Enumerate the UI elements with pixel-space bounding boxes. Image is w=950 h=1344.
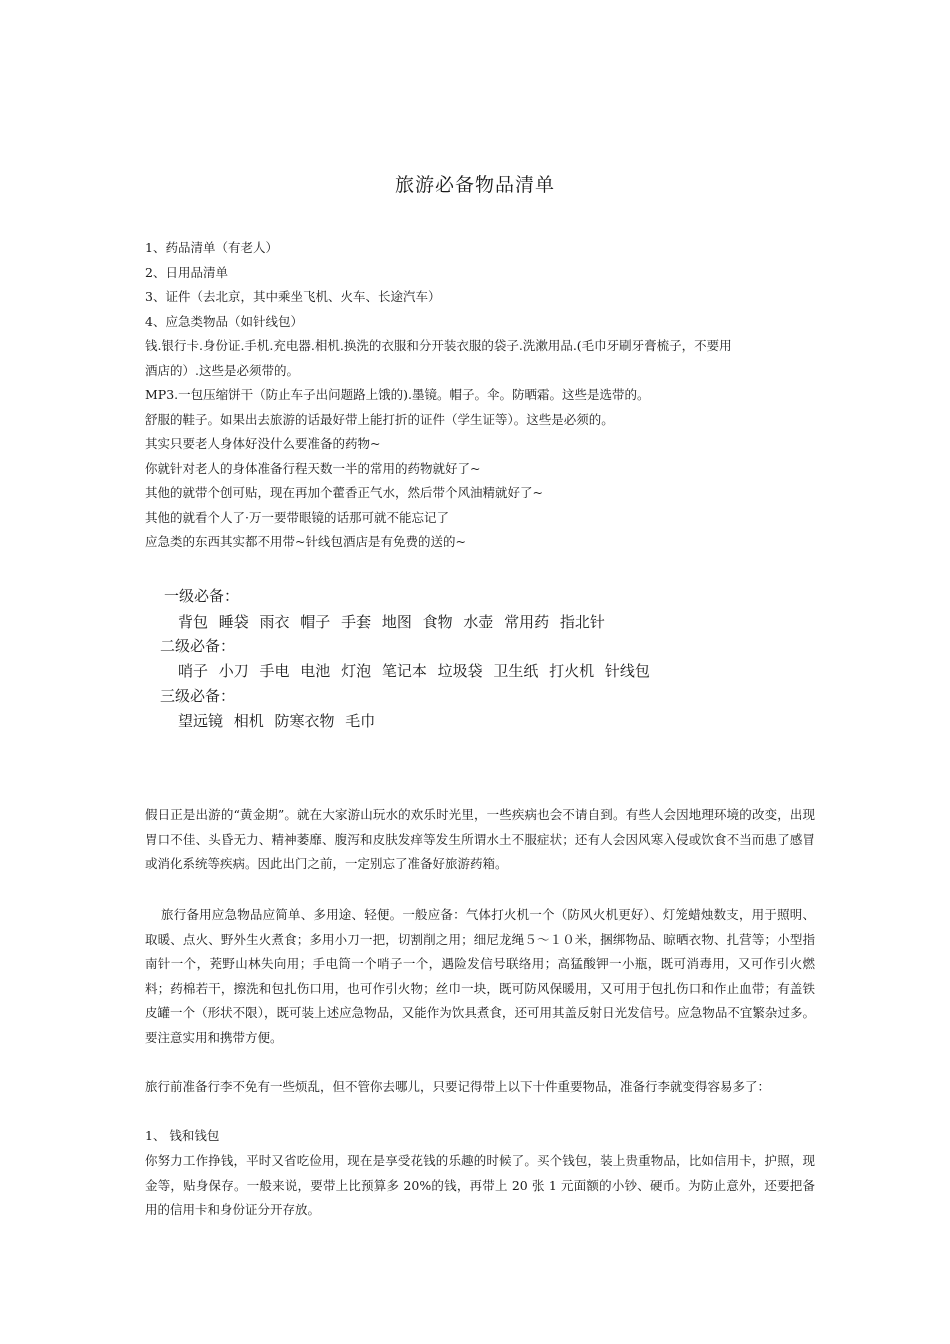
intro-line: 你就针对老人的身体准备行程天数一半的常用的药物就好了~: [145, 460, 481, 476]
paragraph-emergency-items: 旅行备用应急物品应简单、多用途、轻便。一般应备：气体打火机一个（防风火机更好）、灯笼蜡烛数支，用于照明、取暖、点火、野外生火煮食；多用小刀一把，切割削之用；细尼龙绳５～１０米，捆绑物品、晾晒衣物、扎营等；小型指南针一个，茺野山林失向用；手电筒一个哨子一个，遇险发信号联络用；高猛酸钾一小瓶，既可消毒用，又可作引火燃料；药棉若干，擦洗和包扎伤口用，也可作引火物；丝巾一块，既可防风保暖用，又可用于包扎伤口和作止血带；有盖铁皮罐一个（形状不限），既可装上述应急物品，又能作为饮具煮食，还可用其盖反射日光发信号。应急物品不宜繁杂过多。要注意实用和携带方便。: [145, 907, 815, 1045]
intro-line: 应急类的东西其实都不用带~针线包酒店是有免费的送的~: [145, 534, 466, 549]
intro-line: 钱.银行卡.身份证.手机.充电器.相机.换洗的衣服和分开装衣服的袋子.洗漱用品.(毛巾牙刷牙膏梳子，不要用: [145, 338, 732, 353]
intro-line: 1、药品清单（有老人）: [145, 240, 278, 255]
paragraph-holiday-health: 假日正是出游的“黄金期”。就在大家游山玩水的欢乐时光里，一些疾病也会不请自到。有些人会因地理环境的改变，出现胃口不佳、头昏无力、精神萎靡、腹泻和皮肤发痒等发生所谓水土不服症状；还有人会因风寒入侵或饮食不当而患了感冒或消化系统等疾病。因此出门之前，一定别忘了准备好旅游药箱。: [145, 807, 815, 871]
level-2-items: 哨子 小刀 手电 电池 灯泡 笔记本 垃圾袋 卫生纸 打火机 针线包: [178, 662, 650, 680]
level-1-heading: 一级必备：: [164, 587, 240, 605]
document-title: 旅游必备物品清单: [394, 174, 555, 196]
intro-line: 其他的就看个人了·万一要带眼镜的话那可就不能忘记了: [145, 509, 449, 525]
level-1-items: 背包 睡袋 雨衣 帽子 手套 地图 食物 水壶 常用药 指北针: [178, 613, 605, 631]
level-3-items: 望远镜 相机 防寒衣物 毛巾: [178, 712, 376, 730]
intro-line: 4、应急类物品（如针线包）: [145, 313, 303, 329]
intro-line: 3、证件（去北京，其中乘坐飞机、火车、长途汽车）: [145, 289, 441, 304]
intro-line: MP3.一包压缩饼干（防止车子出问题路上饿的).墨镜。帽子。伞。防晒霜。这些是选带的。: [145, 387, 650, 402]
paragraph-packing-intro: 旅行前准备行李不免有一些烦乱，但不管你去哪儿，只要记得带上以下十件重要物品，准备行李就变得容易多了：: [145, 1079, 771, 1094]
level-3-heading: 三级必备：: [160, 687, 236, 705]
intro-section: [145, 236, 815, 555]
intro-line: 舒服的鞋子。如果出去旅游的话最好带上能打折的证件（学生证等）。这些是必须的。: [145, 411, 614, 427]
intro-line: 2、日用品清单: [145, 264, 228, 280]
intro-line: 其他的就带个创可贴，现在再加个藿香正气水，然后带个风油精就好了~: [145, 485, 543, 500]
level-2-heading: 二级必备：: [160, 637, 236, 655]
item-1-heading: 1、 钱和钱包: [145, 1128, 220, 1143]
item-1-body: 你努力工作挣钱，平时又省吃俭用，现在是享受花钱的乐趣的时候了。买个钱包，装上贵重物品，比如信用卡，护照，现金等，贴身保存。一般来说，要带上比预算多 20%的钱，再带上 20 张 1 元面额的小钞、硬币。为防止意外，还要把备用的信用卡和身份证分开存放。: [145, 1153, 815, 1217]
intro-line: 酒店的）.这些是必须带的。: [145, 362, 299, 378]
intro-line: 其实只要老人身体好没什么要准备的药物~: [145, 436, 381, 451]
